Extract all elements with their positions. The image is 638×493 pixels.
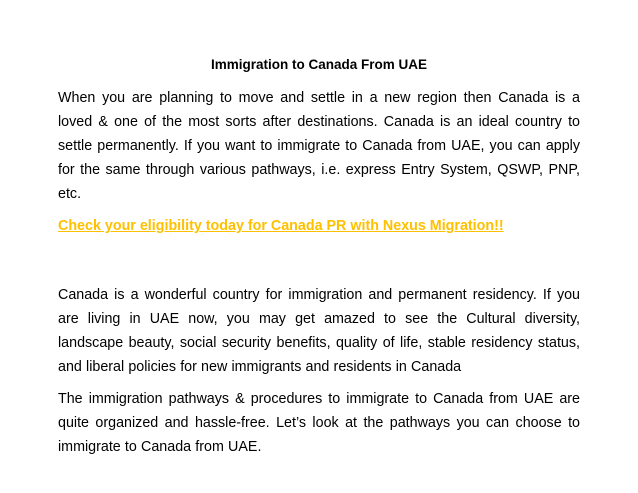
- pathways-paragraph: The immigration pathways & procedures to immigrate to Canada from UAE are quite organized and hassle-free. Let’s look at the pathways you can choose to immigrate to Canada from UAE.: [58, 391, 580, 455]
- paragraph-spacer: [58, 238, 580, 283]
- intro-paragraph: When you are planning to move and settle in a new region then Canada is a loved & one of the most sorts after destinations. Canada is an ideal country to settle permanently. If you want to immigrate to Canada from UAE, you can apply for the same through various pathways, i.e. express Entry System, QSWP, PNP, etc.: [58, 90, 580, 202]
- canada-benefits-paragraph: Canada is a wonderful country for immigration and permanent residency. If you are living in UAE now, you may get amazed to see the Cultural diversity, landscape beauty, social security benefits, quality of life, stable residency status, and liberal policies for new immigrants and residents in Canada: [58, 287, 580, 375]
- eligibility-link[interactable]: Check your eligibility today for Canada PR with Nexus Migration!!: [58, 218, 504, 234]
- document-title: Immigration to Canada From UAE: [210, 57, 428, 72]
